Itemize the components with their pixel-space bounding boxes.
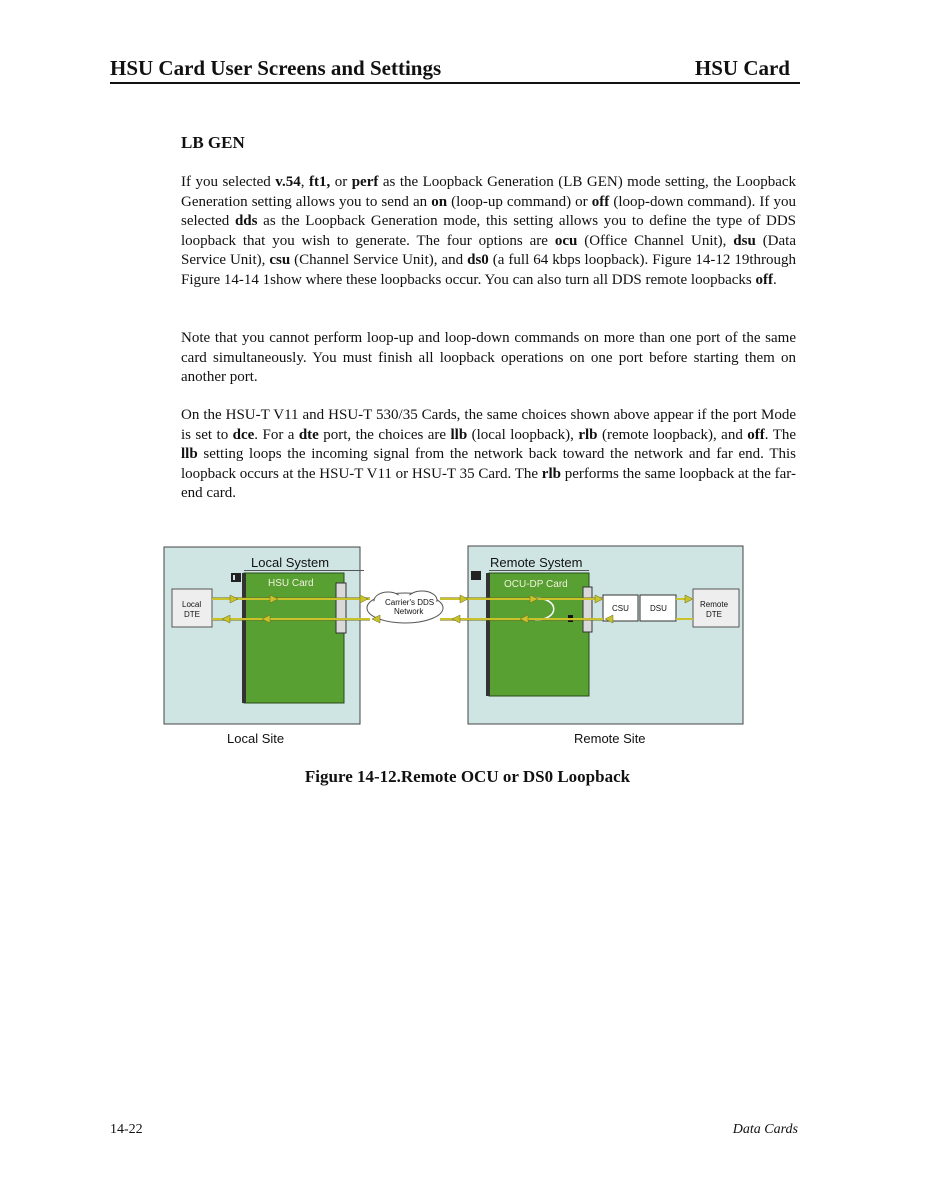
header-title: HSU Card User Screens and Settings: [110, 56, 442, 80]
text-run: . For a: [254, 426, 299, 443]
paragraph-1: [181, 173, 796, 290]
text-run: (Office Channel Unit),: [577, 232, 734, 249]
remote-dte-label-1: Remote: [700, 600, 729, 609]
bold-term: v.54: [275, 174, 301, 190]
hsu-card-connector: [336, 583, 346, 633]
text-run: (local loopback),: [467, 426, 579, 443]
figure-caption: Figure 14-12.Remote OCU or DS0 Loopback: [304, 767, 631, 786]
cloud-label-1: Carrier's DDS: [385, 598, 435, 607]
bold-term: rlb: [541, 465, 561, 482]
page-header: [110, 56, 800, 84]
footer-section: Data Cards: [732, 1122, 798, 1137]
bold-term: rlb: [578, 426, 598, 443]
text-run: as the Loopback Generation mode, this setting allows you to define the type of DDS loopback that you wish to generate. The four options are: [181, 213, 796, 249]
text-run: On the HSU-T V11 and HSU-T 530/35 Cards, the same choices shown above appear if the port Mode is set to: [181, 407, 796, 443]
text-run: port, the choices are: [318, 426, 451, 443]
bold-term: off: [755, 271, 773, 288]
text-run: (Data Service Unit),: [181, 232, 797, 268]
text-run: (loop-up command) or: [447, 193, 592, 210]
hsu-card-label: HSU Card: [268, 578, 314, 589]
bold-term: dce: [232, 426, 255, 443]
connector-icon-detail: [233, 575, 235, 580]
local-site-label: Local Site: [227, 731, 285, 746]
remote-system-label-underline: [489, 570, 589, 571]
text-run: or: [330, 174, 352, 190]
remote-connector-icon: [471, 571, 481, 580]
text-run: .: [772, 271, 777, 288]
text-run: setting loops the incoming signal from the network back toward the network and far end. This loopback occurs at the HSU-T V11 or HSU-T 35 Card. The: [181, 446, 796, 482]
bold-term: dds: [234, 213, 258, 229]
bold-term: ocu: [554, 232, 578, 249]
bold-term: perf: [351, 174, 379, 190]
bold-term: ft1,: [308, 174, 331, 190]
bold-term: csu: [269, 252, 291, 268]
ocu-card-edge: [486, 573, 490, 696]
text-run: ,: [300, 174, 309, 190]
paragraph-3: [181, 406, 796, 504]
bold-term: dte: [298, 426, 319, 443]
bold-term: ds0: [467, 252, 489, 268]
remote-system-label: Remote System: [490, 555, 583, 570]
text-run: (a full 64 kbps loopback). Figure 14-12 19through Figure 14-14 1show where these loopbacks occur. You can also turn all DDS remote loopbacks: [181, 252, 797, 288]
local-dte-label-2: DTE: [184, 610, 200, 619]
text-run: Note that you cannot perform loop-up and loop-down commands on more than one port of the same card simultaneously. You must finish all loopback operations on one port before starting them on another port.: [181, 330, 796, 385]
local-system-label: Local System: [251, 555, 330, 570]
bold-term: dsu: [733, 232, 756, 249]
text-run: If you selected: [181, 174, 276, 190]
bold-term: llb: [181, 446, 198, 462]
paragraph-2: [181, 329, 796, 388]
text-run: performs the same loopback at the far-end card.: [181, 465, 796, 501]
bold-term: on: [431, 193, 448, 210]
loopback-diagram: [160, 543, 750, 753]
local-system-label-underline: [244, 570, 364, 571]
connector-icon: [231, 573, 241, 582]
ocu-card-connector: [583, 587, 592, 632]
text-run: . The: [764, 426, 797, 443]
bold-term: off: [747, 426, 765, 443]
text-run: as the Loopback Generation (LB GEN) mode setting, the Loopback Generation setting allows you to send an: [181, 174, 797, 210]
csu-label: CSU: [612, 604, 629, 613]
text-run: (remote loopback), and: [597, 426, 748, 443]
text-run: (loop-down command). If you selected: [181, 193, 796, 229]
section-title: LB GEN: [181, 133, 245, 152]
bold-term: off: [591, 193, 610, 210]
text-run: (Channel Service Unit), and: [290, 252, 468, 268]
ocu-card: [489, 573, 589, 696]
bold-term: llb: [450, 426, 468, 443]
dsu-label: DSU: [650, 604, 667, 613]
header-section: HSU Card: [694, 56, 790, 80]
remote-site-label: Remote Site: [574, 731, 646, 746]
hsu-card: [244, 573, 344, 703]
cloud-label-2: Network: [394, 607, 424, 616]
remote-dte-label-2: DTE: [706, 610, 722, 619]
page-number: 14-22: [110, 1122, 143, 1137]
local-dte-label-1: Local: [182, 600, 202, 609]
ocu-card-label: OCU-DP Card: [504, 579, 568, 590]
hsu-card-edge: [242, 573, 246, 703]
